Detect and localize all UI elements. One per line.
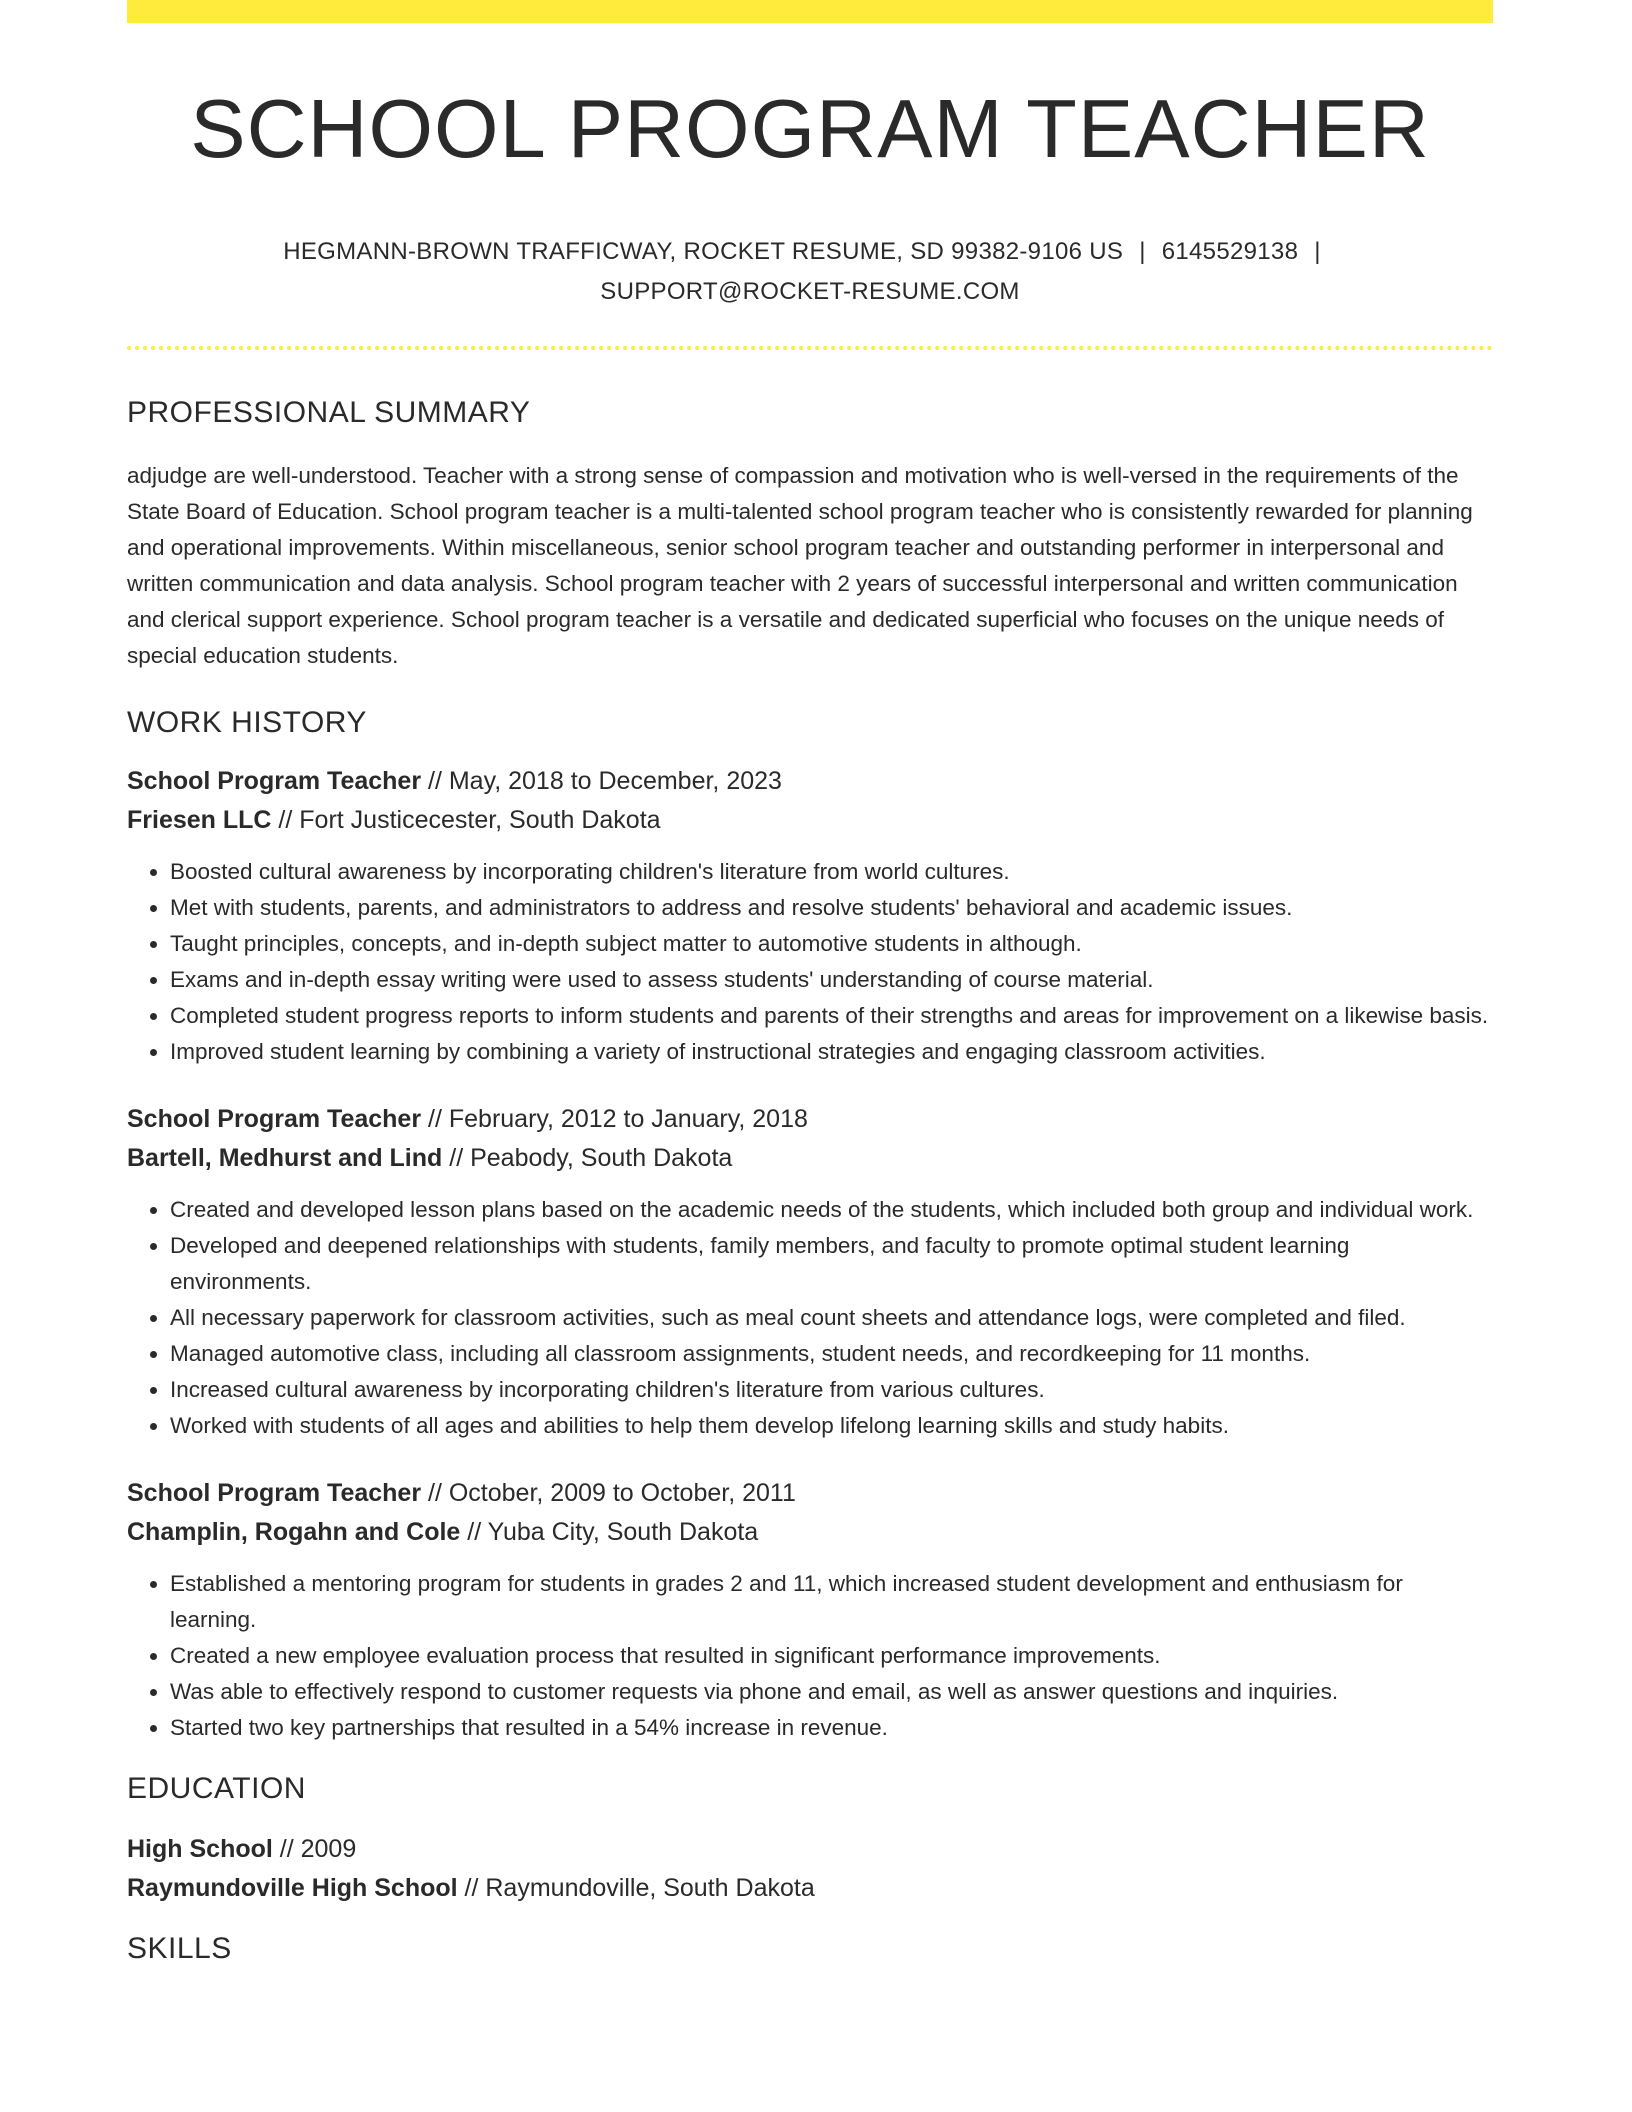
job-location: // Fort Justicecester, South Dakota: [271, 806, 661, 834]
job-entry: [127, 1100, 1493, 1444]
job-company: Bartell, Medhurst and Lind: [127, 1144, 443, 1172]
job-location: // Yuba City, South Dakota: [460, 1518, 759, 1546]
education-degree-line: [127, 1830, 1493, 1869]
job-bullet: • Taught principles, concepts, and in-depth subject matter to automotive students in although.: [170, 926, 1493, 962]
job-bullet: • Was able to effectively respond to customer requests via phone and email, as well as answer questions and inquiries.: [170, 1674, 1493, 1710]
job-dates: // February, 2012 to January, 2018: [421, 1105, 808, 1133]
education-degree: High School: [127, 1835, 273, 1863]
job-entry: [127, 762, 1493, 1070]
job-location: // Peabody, South Dakota: [442, 1144, 733, 1172]
job-bullet: • Developed and deepened relationships with students, family members, and faculty to promote optimal student learning environments.: [170, 1228, 1493, 1300]
job-entry: [127, 1474, 1493, 1746]
accent-top-bar: [127, 0, 1493, 23]
job-bullet: • Started two key partnerships that resulted in a 54% increase in revenue.: [170, 1710, 1493, 1746]
job-bullets: [127, 1192, 1493, 1444]
contact-info: [127, 232, 1493, 312]
job-dates: // October, 2009 to October, 2011: [421, 1479, 796, 1507]
job-role-line: [127, 1100, 1493, 1139]
education-school-line: [127, 1869, 1493, 1908]
job-company-line: [127, 801, 1493, 840]
education-heading: EDUCATION: [127, 1772, 306, 1805]
job-bullet: • Established a mentoring program for students in grades 2 and 11, which increased student development and enthusiasm for learning.: [170, 1566, 1493, 1638]
job-role: School Program Teacher: [127, 1479, 422, 1507]
job-role-line: [127, 762, 1493, 801]
job-bullet: • Managed automotive class, including all classroom assignments, student needs, and recordkeeping for 11 months.: [170, 1336, 1493, 1372]
contact-separator: |: [1314, 238, 1321, 265]
resume-name: SCHOOL PROGRAM TEACHER: [190, 82, 1430, 175]
contact-line-2: [127, 272, 1493, 312]
education-school: Raymundoville High School: [127, 1874, 458, 1902]
work-history-heading: WORK HISTORY: [127, 706, 367, 739]
job-bullet: • Boosted cultural awareness by incorporating children's literature from world cultures.: [170, 854, 1493, 890]
job-bullet: • Worked with students of all ages and abilities to help them develop lifelong learning skills and study habits.: [170, 1408, 1493, 1444]
resume-page: [127, 0, 1493, 1964]
contact-separator: |: [1139, 238, 1146, 265]
contact-address: HEGMANN-BROWN TRAFFICWAY, ROCKET RESUME, SD 99382-9106 US: [283, 238, 1124, 265]
contact-line-1: [127, 232, 1493, 272]
education-location: // Raymundoville, South Dakota: [457, 1874, 815, 1902]
job-bullet: • Exams and in-depth essay writing were used to assess students' understanding of course material.: [170, 962, 1493, 998]
job-company-line: [127, 1139, 1493, 1178]
education-year: // 2009: [272, 1835, 357, 1863]
job-role: School Program Teacher: [127, 767, 422, 795]
job-company-line: [127, 1513, 1493, 1552]
contact-email: SUPPORT@ROCKET-RESUME.COM: [600, 278, 1020, 305]
job-bullet: • All necessary paperwork for classroom activities, such as meal count sheets and attendance logs, were completed and filed.: [170, 1300, 1493, 1336]
dotted-divider: [127, 346, 1493, 350]
job-dates: // May, 2018 to December, 2023: [421, 767, 782, 795]
skills-heading: SKILLS: [127, 1932, 232, 1965]
job-company: Champlin, Rogahn and Cole: [127, 1518, 461, 1546]
job-bullet: • Increased cultural awareness by incorporating children's literature from various cultures.: [170, 1372, 1493, 1408]
job-bullet: • Improved student learning by combining a variety of instructional strategies and engaging classroom activities.: [170, 1034, 1493, 1070]
job-bullet: • Created a new employee evaluation process that resulted in significant performance improvements.: [170, 1638, 1493, 1674]
job-bullets: [127, 854, 1493, 1070]
job-bullet: • Met with students, parents, and administrators to address and resolve students' behavioral and academic issues.: [170, 890, 1493, 926]
job-role-line: [127, 1474, 1493, 1513]
job-role: School Program Teacher: [127, 1105, 422, 1133]
contact-phone: 6145529138: [1161, 238, 1299, 265]
summary-heading: PROFESSIONAL SUMMARY: [127, 396, 531, 429]
job-bullet: • Completed student progress reports to inform students and parents of their strengths and areas for improvement on a likewise basis.: [170, 998, 1493, 1034]
job-bullet: • Created and developed lesson plans based on the academic needs of the students, which included both group and individual work.: [170, 1192, 1493, 1228]
education-entry: [127, 1830, 1493, 1908]
summary-text: adjudge are well-understood. Teacher with a strong sense of compassion and motivation who is well-versed in the requirements of the State Board of Education. School program teacher is a multi-talented school program teacher who is consistently rewarded for planning and operational improvements. Within miscellaneous, senior school program teacher and outstanding performer in interpersonal and written communication and data analysis. School program teacher with 2 years of successful interpersonal and written communication and clerical support experience. School program teacher is a versatile and dedicated superficial who focuses on the unique needs of special education students.: [127, 463, 1473, 668]
job-bullets: [127, 1566, 1493, 1746]
job-company: Friesen LLC: [127, 806, 272, 834]
